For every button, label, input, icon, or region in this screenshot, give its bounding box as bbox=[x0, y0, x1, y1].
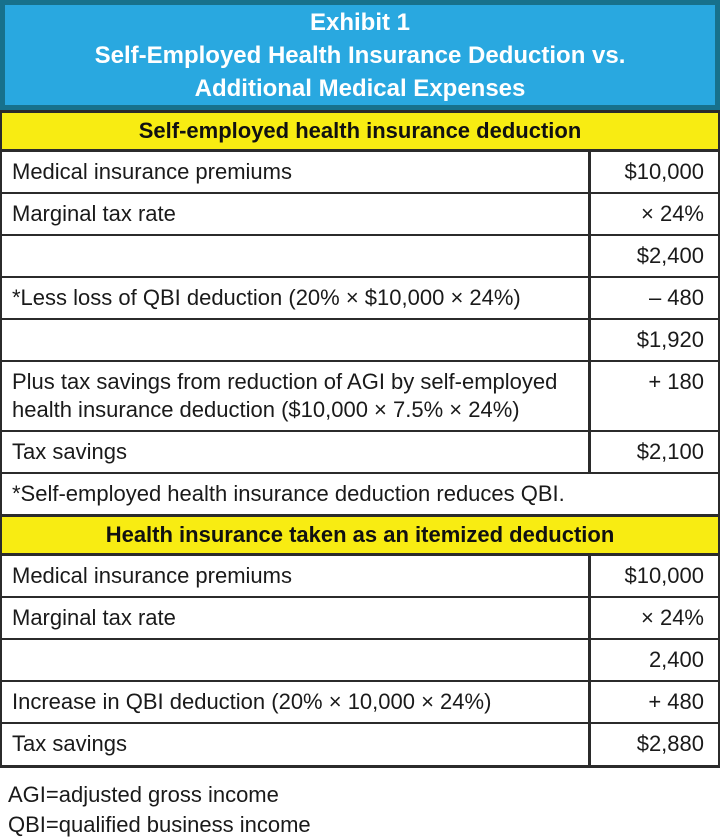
table-row bbox=[2, 362, 718, 432]
row-value: $1,920 bbox=[588, 320, 718, 360]
row-value: $10,000 bbox=[588, 152, 718, 192]
table-row bbox=[2, 682, 718, 724]
table-row bbox=[2, 320, 718, 362]
table-row bbox=[2, 236, 718, 278]
table-row bbox=[2, 278, 718, 320]
row-label: Marginal tax rate bbox=[12, 605, 176, 630]
section-header: Self-employed health insurance deduction bbox=[2, 110, 718, 152]
row-value: $2,100 bbox=[588, 432, 718, 472]
row-value: × 24% bbox=[588, 194, 718, 234]
row-value: $2,400 bbox=[588, 236, 718, 276]
table-row bbox=[2, 152, 718, 194]
row-label: Increase in QBI deduction (20% × 10,000 × 24%) bbox=[12, 689, 492, 714]
row-label: Tax savings bbox=[12, 439, 127, 464]
exhibit-title-line3: Additional Medical Expenses bbox=[194, 74, 526, 102]
table-row bbox=[2, 432, 718, 474]
row-value: $2,880 bbox=[588, 724, 718, 765]
exhibit-title-line2: Self-Employed Health Insurance Deduction vs. bbox=[94, 41, 626, 69]
row-label: Tax savings bbox=[12, 731, 127, 756]
table-row bbox=[2, 724, 718, 765]
row-value: 2,400 bbox=[588, 640, 718, 680]
row-value: + 180 bbox=[588, 362, 718, 430]
row-value: $10,000 bbox=[588, 556, 718, 596]
table-row bbox=[2, 556, 718, 598]
row-label: *Less loss of QBI deduction (20% × $10,000 × 24%) bbox=[12, 285, 521, 310]
row-value: × 24% bbox=[588, 598, 718, 638]
legend-line-agi: AGI=adjusted gross income bbox=[8, 782, 279, 807]
row-value: – 480 bbox=[588, 278, 718, 318]
section-header: Health insurance taken as an itemized deduction bbox=[2, 514, 718, 556]
row-label: Plus tax savings from reduction of AGI by self-employed health insurance deduction ($10,000 × 7.5% × 24%) bbox=[12, 369, 558, 422]
exhibit-table-body bbox=[0, 110, 720, 768]
row-label: Marginal tax rate bbox=[12, 201, 176, 226]
legend bbox=[8, 780, 720, 840]
section-note: *Self-employed health insurance deduction reduces QBI. bbox=[2, 474, 718, 514]
exhibit-title-line1: Exhibit 1 bbox=[309, 8, 411, 36]
legend-line-qbi: QBI=qualified business income bbox=[8, 812, 311, 837]
table-row bbox=[2, 598, 718, 640]
row-label: Medical insurance premiums bbox=[12, 159, 292, 184]
row-label bbox=[2, 320, 588, 360]
row-label bbox=[2, 640, 588, 680]
exhibit-header bbox=[0, 0, 720, 110]
row-label: Medical insurance premiums bbox=[12, 563, 292, 588]
row-label bbox=[2, 236, 588, 276]
row-value: + 480 bbox=[588, 682, 718, 722]
table-row bbox=[2, 640, 718, 682]
table-row bbox=[2, 194, 718, 236]
